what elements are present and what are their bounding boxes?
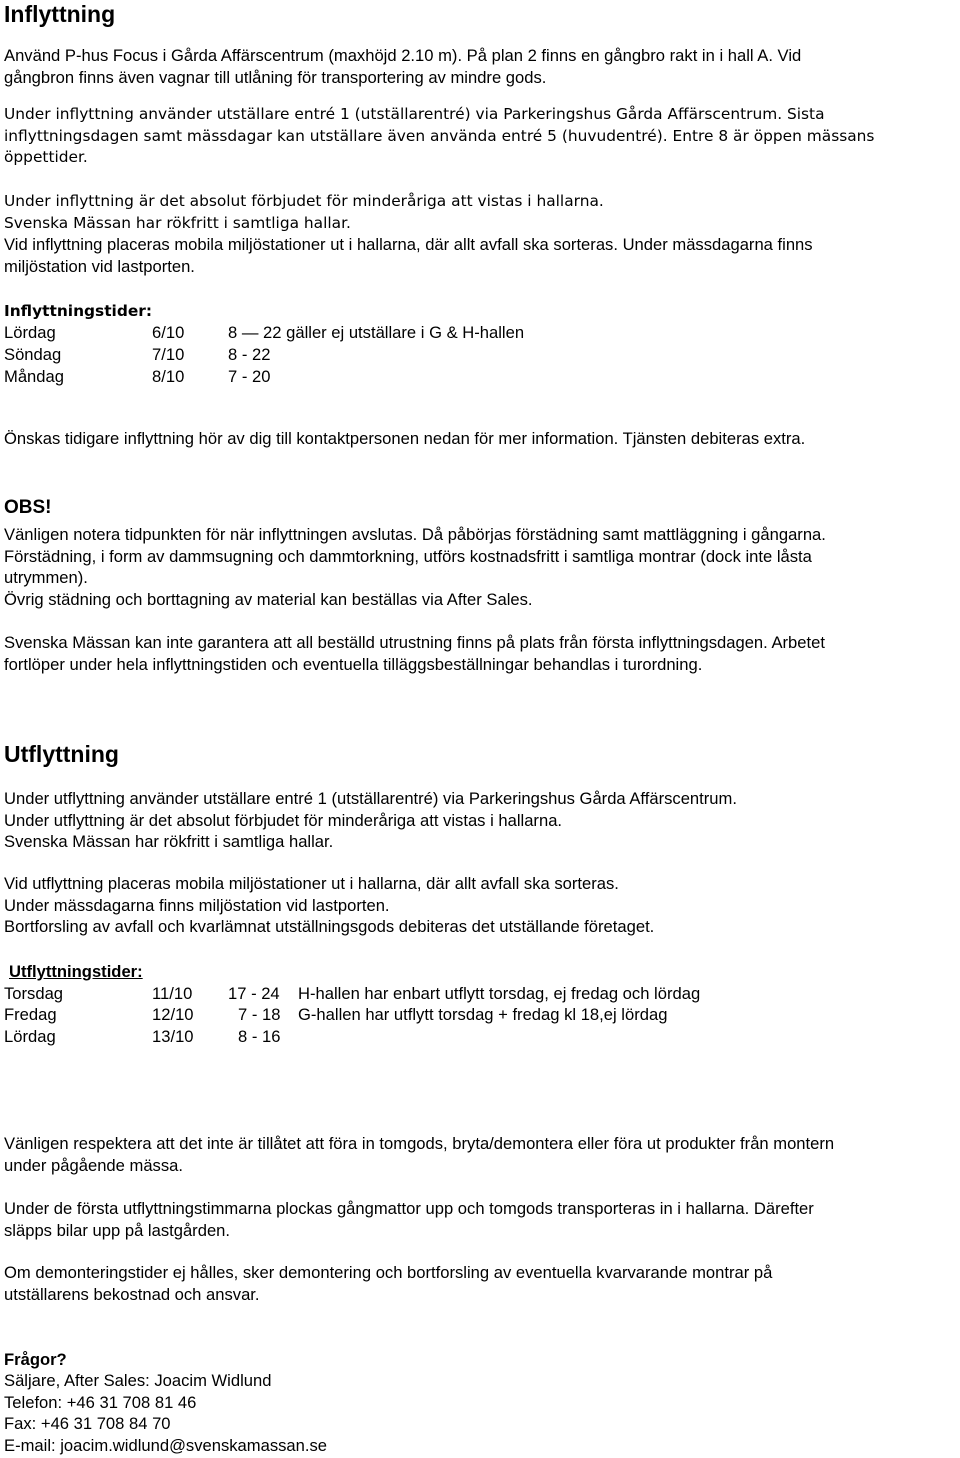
text-line: Under utflyttning är det absolut förbjudet för minderåriga att vistas i hallarna. (4, 810, 563, 830)
time-day: Fredag (4, 1005, 57, 1024)
utflyttning-paragraph-respect (4, 1133, 954, 1176)
utflyttning-paragraph-waste (4, 873, 954, 938)
text-line: Svenska Mässan har rökfritt i samtliga hallar. (4, 213, 351, 232)
text-line: Använd P-hus Focus i Gårda Affärscentrum (maxhöjd 2.10 m). På plan 2 finns en gångbro rakt in i hall A. Vid (4, 46, 802, 65)
time-hours: 7 - 20 (228, 367, 271, 386)
text-line: Önskas tidigare inflyttning hör av dig till kontaktpersonen nedan för mer information. Tjänsten debiteras extra. (4, 429, 806, 448)
text-line: Under inflyttning är det absolut förbjudet för minderåriga att vistas i hallarna. (4, 192, 604, 210)
text-line: Under utflyttning använder utställare entré 1 (utställarentré) via Parkeringshus Gårda Affärscentrum. (4, 789, 737, 808)
text-line: Under de första utflyttningstimmarna plockas gångmattor upp och tomgods transporteras in i hallarna. Därefter (4, 1199, 814, 1218)
inflyttning-paragraph-entrance (4, 104, 954, 169)
text-line: utrymmen). (4, 568, 88, 588)
text-line: inflyttningsdagen samt mässdagar kan utställare även använda entré 5 (huvudentré). Entre 8 är öppen mässans (4, 126, 875, 145)
time-note: G-hallen har utflytt torsdag + fredag kl 18,ej lördag (298, 1005, 668, 1024)
text-line: under pågående mässa. (4, 1155, 183, 1175)
contact-block (4, 1370, 954, 1456)
text-line: Vänligen respektera att det inte är tillåtet att föra in tomgods, bryta/demontera eller föra ut produkter från montern (4, 1134, 835, 1153)
utflyttningstider-label: Utflyttningstider: (9, 962, 143, 981)
text-line: utställarens bekostnad och ansvar. (4, 1284, 260, 1304)
utflyttning-paragraph-entrance (4, 788, 954, 853)
obs-label: OBS! (4, 497, 52, 518)
inflyttning-paragraph-rules (4, 191, 954, 277)
text-line: Svenska Mässan har rökfritt i samtliga hallar. (4, 832, 334, 852)
time-hours: 7 - 18 (238, 1005, 281, 1024)
section-title-inflyttning: Inflyttning (4, 1, 116, 27)
text-line: släpps bilar upp på lastgården. (4, 1220, 231, 1240)
inflyttningstider-label: Inflyttningstider: (4, 302, 153, 320)
section-title-utflyttning: Utflyttning (4, 741, 119, 767)
text-line: Vid inflyttning placeras mobila miljöstationer ut i hallarna, där allt avfall ska sorteras. Under mässdagarna finns (4, 235, 813, 255)
time-hours: 17 - 24 (228, 984, 280, 1003)
time-date: 13/10 (152, 1027, 194, 1046)
utflyttning-paragraph-demontering (4, 1262, 954, 1305)
time-date: 8/10 (152, 367, 185, 386)
time-day: Lördag (4, 1027, 56, 1046)
text-line: Under mässdagarna finns miljöstation vid lastporten. (4, 895, 390, 915)
time-day: Lördag (4, 323, 56, 342)
text-line: fortlöper under hela inflyttningstiden och eventuella tilläggsbeställningar behandlas i turordning. (4, 654, 703, 674)
text-line: Om demonteringstider ej hålles, sker demontering och bortforsling av eventuella kvarvarande montrar på (4, 1263, 773, 1282)
inflyttning-paragraph-guarantee (4, 632, 954, 675)
time-hours: 8 — 22 gäller ej utställare i G & H-hallen (228, 323, 525, 342)
time-day: Torsdag (4, 984, 64, 1003)
text-line: Vid utflyttning placeras mobila miljöstationer ut i hallarna, där allt avfall ska sorteras. (4, 874, 619, 893)
time-date: 7/10 (152, 345, 185, 364)
contact-label: Frågor? (4, 1350, 67, 1369)
text-line: miljöstation vid lastporten. (4, 256, 195, 276)
text-line: Förstädning, i form av dammsugning och dammtorkning, utförs kostnadsfritt i samtliga montrar (dock inte låsta (4, 546, 812, 566)
time-hours: 8 - 22 (228, 345, 271, 364)
text-line: Övrig städning och borttagning av material kan beställas via After Sales. (4, 589, 533, 609)
time-note: H-hallen har enbart utflytt torsdag, ej fredag och lördag (298, 984, 701, 1003)
time-date: 6/10 (152, 323, 185, 342)
time-date: 11/10 (152, 984, 193, 1003)
time-day: Söndag (4, 345, 62, 364)
text-line: Bortforsling av avfall och kvarlämnat utställningsgods debiteras det utställande företaget. (4, 917, 655, 937)
text-line: Svenska Mässan kan inte garantera att all beställd utrustning finns på plats från första inflyttningsdagen. Arbetet (4, 633, 825, 652)
text-line: Under inflyttning använder utställare entré 1 (utställarentré) via Parkeringshus Gårda Affärscentrum. Sista (4, 105, 825, 123)
text-line: Vänligen notera tidpunkten för när inflyttningen avslutas. Då påbörjas förstädning samt mattläggning i gångarna. (4, 525, 826, 544)
contact-phone: Telefon: +46 31 708 81 46 (4, 1392, 197, 1412)
contact-fax: Fax: +46 31 708 84 70 (4, 1414, 171, 1434)
time-hours: 8 - 16 (238, 1027, 281, 1046)
text-line: öppettider. (4, 148, 88, 167)
time-day: Måndag (4, 367, 64, 386)
contact-seller: Säljare, After Sales: Joacim Widlund (4, 1371, 272, 1390)
utflyttning-paragraph-mats (4, 1198, 954, 1241)
obs-paragraph (4, 524, 954, 610)
inflyttning-paragraph-parking (4, 45, 954, 88)
text-line: gångbron finns även vagnar till utlåning för transportering av mindre gods. (4, 67, 547, 87)
time-date: 12/10 (152, 1005, 194, 1024)
contact-email[interactable]: E-mail: joacim.widlund@svenskamassan.se (4, 1435, 328, 1455)
inflyttning-paragraph-early (4, 428, 954, 450)
